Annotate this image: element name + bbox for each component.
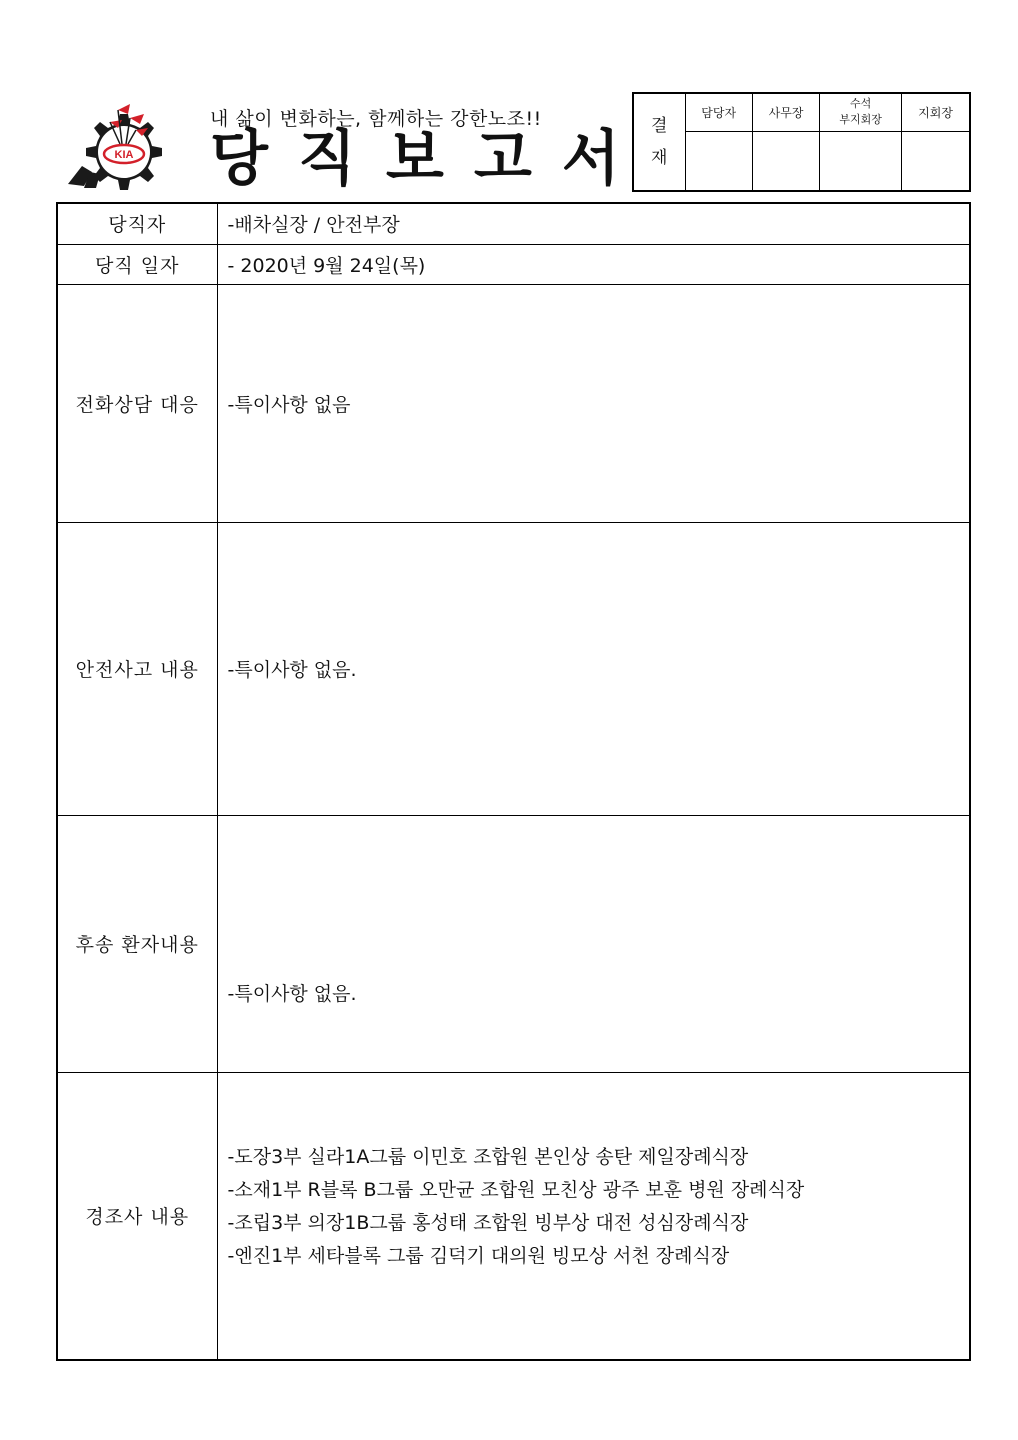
approval-col-vice-chair-line2: 부지회장 xyxy=(839,113,882,127)
condolence-list xyxy=(228,1141,970,1273)
approval-sign-manager[interactable] xyxy=(685,131,752,191)
union-gear-logo xyxy=(66,100,182,190)
safety-accident-label: 안전사고 내용 xyxy=(57,522,217,815)
row-safety-accident xyxy=(57,522,970,815)
slogan: 내 삶이 변화하는, 함께하는 강한노조!! xyxy=(210,108,542,130)
approval-col-vice-chair xyxy=(820,93,902,131)
condolence-item: -도장3부 실라1A그룹 이민호 조합원 본인상 송탄 제일장례식장 xyxy=(227,1145,749,1168)
approval-sign-vice-chair[interactable] xyxy=(820,131,902,191)
row-condolence xyxy=(57,1072,970,1360)
row-duty-date xyxy=(57,244,970,284)
duty-person-label: 당직자 xyxy=(57,203,217,244)
phone-consult-value: -특이사항 없음 xyxy=(217,284,970,522)
duty-date-label: 당직 일자 xyxy=(57,244,217,284)
phone-consult-label: 전화상담 대응 xyxy=(57,284,217,522)
patient-transport-value: -특이사항 없음. xyxy=(227,983,357,1005)
approval-sign-chair[interactable] xyxy=(902,131,970,191)
approval-side-label-1: 결 xyxy=(651,116,668,136)
approval-col-chair: 지회장 xyxy=(902,93,970,131)
document-title: 당직보고서 xyxy=(210,124,650,194)
report-table xyxy=(56,202,971,1361)
condolence-item: -소재1부 R블록 B그룹 오만균 조합원 모친상 광주 보훈 병원 장례식장 xyxy=(227,1178,805,1201)
condolence-item: -엔진1부 세타블록 그룹 김덕기 대의원 빙모상 서천 장례식장 xyxy=(227,1244,730,1267)
approval-box xyxy=(632,92,971,192)
approval-sign-secretary[interactable] xyxy=(752,131,819,191)
row-duty-person xyxy=(57,203,970,244)
approval-col-manager: 담당자 xyxy=(685,93,752,131)
logo-text: KIA xyxy=(114,149,134,161)
approval-side-label xyxy=(633,93,685,191)
row-phone-consult xyxy=(57,284,970,522)
condolence-label: 경조사 내용 xyxy=(57,1072,217,1360)
duty-date-value: - 2020년 9월 24일(목) xyxy=(217,244,970,284)
row-patient-transport xyxy=(57,815,970,1072)
approval-col-secretary: 사무장 xyxy=(752,93,819,131)
approval-col-vice-chair-line1: 수석 xyxy=(850,97,872,111)
approval-side-label-2: 재 xyxy=(651,148,668,168)
condolence-item: -조립3부 의장1B그룹 홍성태 조합원 빙부상 대전 성심장례식장 xyxy=(227,1211,749,1234)
safety-accident-value: -특이사항 없음. xyxy=(217,522,970,815)
document-header xyxy=(0,0,1018,200)
patient-transport-label: 후송 환자내용 xyxy=(57,815,217,1072)
condolence-cell xyxy=(217,1072,970,1360)
duty-person-value: -배차실장 / 안전부장 xyxy=(217,203,970,244)
patient-transport-cell xyxy=(217,815,970,1072)
